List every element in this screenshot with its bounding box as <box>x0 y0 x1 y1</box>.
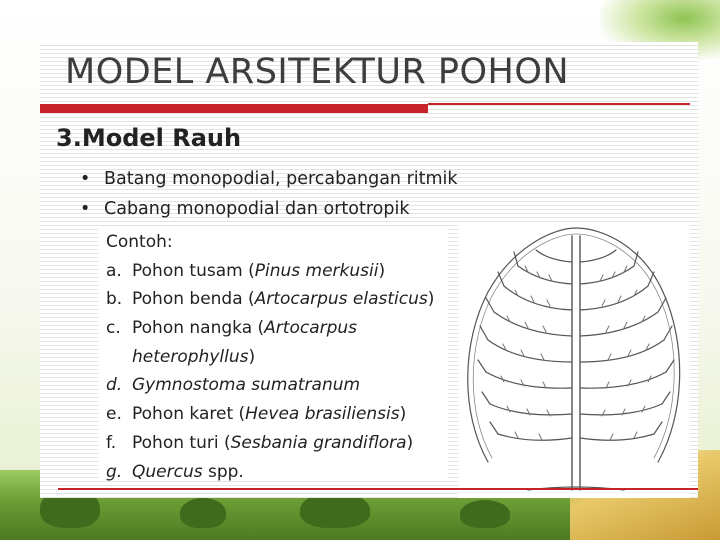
item-species: Artocarpus <box>264 318 358 339</box>
item-species: Hevea brasiliensis <box>245 404 400 425</box>
item-species: Gymnostoma sumatranum <box>132 375 361 396</box>
item-label: b. <box>106 289 123 310</box>
slide-title: MODEL ARSITEKTUR POHON <box>65 52 570 92</box>
bullet-item: • Cabang monopodial dan ortotropik <box>80 194 458 224</box>
bullet-item: • Batang monopodial, percabangan ritmik <box>80 164 458 194</box>
item-suffix: ) <box>427 289 435 310</box>
item-text: Pohon nangka ( <box>132 318 265 339</box>
item-text: Pohon tusam ( <box>132 260 255 281</box>
item-label: e. <box>106 404 122 425</box>
item-text: Pohon benda ( <box>132 289 255 310</box>
item-label: c. <box>106 318 121 339</box>
examples-header: Contoh: <box>106 232 173 252</box>
title-underline <box>40 104 428 113</box>
item-label: a. <box>106 260 122 281</box>
item-species: Artocarpus elasticus <box>254 289 428 310</box>
list-item <box>106 371 434 400</box>
list-item <box>106 314 434 343</box>
section-heading: 3.Model Rauh <box>56 124 242 152</box>
tree-architecture-drawing-icon <box>458 222 690 498</box>
slide-content <box>40 42 698 498</box>
examples-box <box>98 228 448 482</box>
item-suffix: ) <box>378 260 386 281</box>
item-text: Pohon turi ( <box>132 432 231 453</box>
tree-silhouette <box>180 498 226 528</box>
list-item <box>106 257 434 286</box>
tree-illustration <box>458 222 690 498</box>
item-species: Sesbania grandiflora <box>230 432 407 453</box>
item-species: Quercus <box>132 461 203 482</box>
item-label: g. <box>106 461 123 482</box>
examples-list <box>106 228 434 486</box>
bullet-list <box>80 164 458 224</box>
item-label: d. <box>106 375 123 396</box>
list-item-continuation <box>106 343 434 372</box>
tree-silhouette <box>460 500 510 528</box>
item-text: Pohon karet ( <box>132 404 246 425</box>
title-underline-thin <box>428 103 690 105</box>
item-suffix: ) <box>406 432 414 453</box>
list-item <box>106 429 434 458</box>
list-item <box>106 400 434 429</box>
item-species: Pinus merkusii <box>254 260 379 281</box>
list-item <box>106 285 434 314</box>
item-suffix: ) <box>248 346 256 367</box>
item-suffix: spp. <box>202 461 244 482</box>
list-item <box>106 458 434 487</box>
item-suffix: ) <box>399 404 407 425</box>
item-label: f. <box>106 432 117 453</box>
footer-rule <box>58 488 698 490</box>
item-species: heterophyllus <box>132 346 249 367</box>
